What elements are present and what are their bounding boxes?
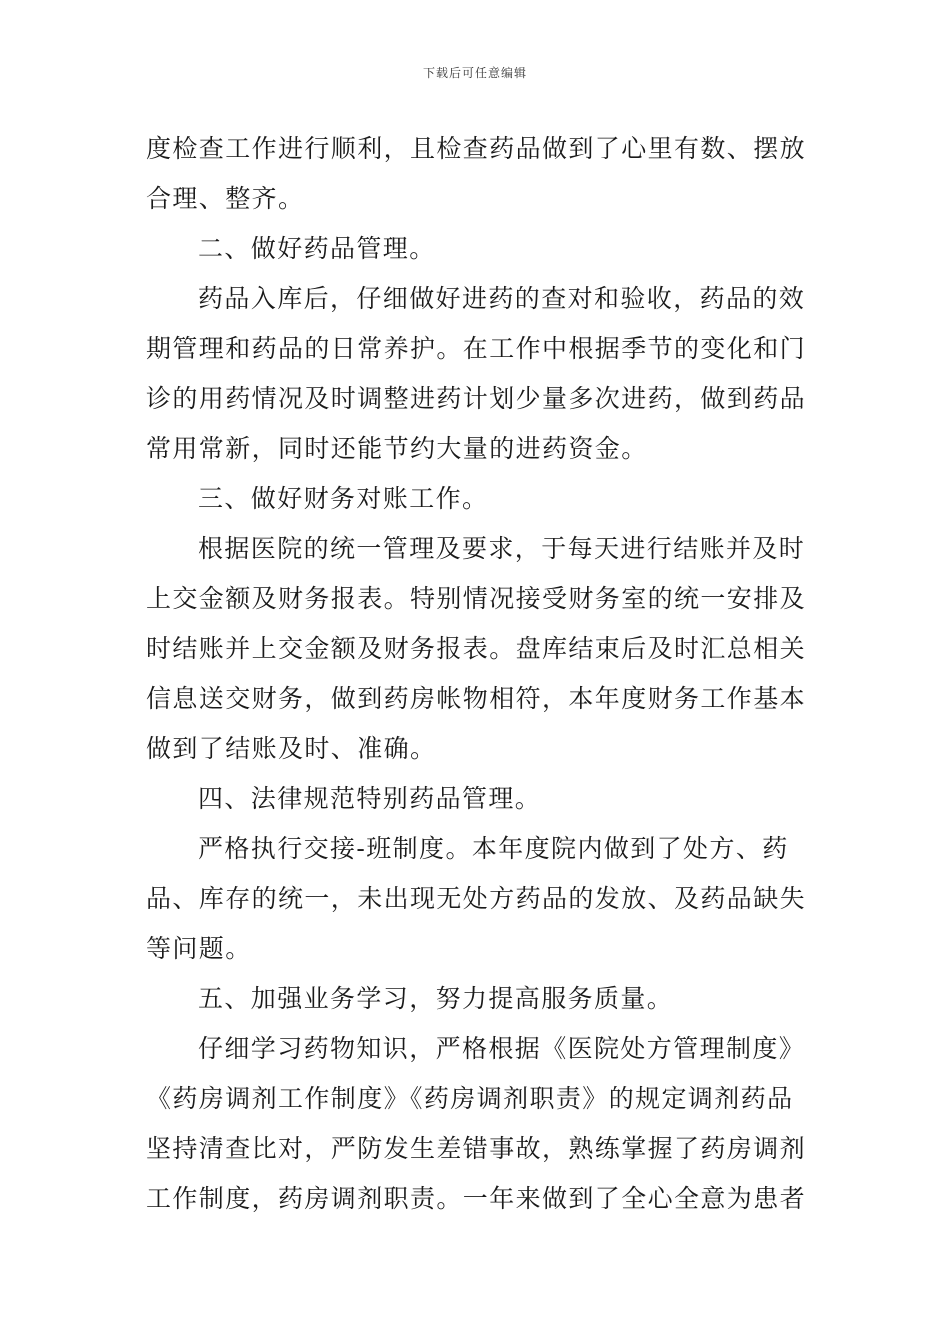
document-body xyxy=(146,124,816,1224)
section-heading-4: 四、法律规范特别药品管理。 xyxy=(198,784,542,813)
section-heading-2: 二、做好药品管理。 xyxy=(198,234,436,263)
page-header: 下载后可任意编辑 xyxy=(422,66,527,80)
paragraph-drug-management: 药品入库后，仔细做好进药的查对和验收，药品的效期管理和药品的日常养护。在工作中根据季节的变化和门诊的用药情况及时调整进药计划少量多次进药，做到药品常用常新，同时还能节约大量的进药资金。 xyxy=(146,284,807,463)
paragraph-special-drugs: 严格执行交接-班制度。本年度院内做到了处方、药品、库存的统一，未出现无处方药品的发放、及药品缺失等问题。 xyxy=(146,834,807,963)
section-heading-3: 三、做好财务对账工作。 xyxy=(198,484,489,513)
paragraph-study: 仔细学习药物知识，严格根据《医院处方管理制度》《药房调剂工作制度》《药房调剂职责》的规定调剂药品坚持清查比对，严防发生差错事故，熟练掌握了药房调剂工作制度，药房调剂职责。一年来做到了全心全意为患者 xyxy=(146,1034,807,1213)
section-heading-5: 五、加强业务学习，努力提高服务质量。 xyxy=(198,984,674,1013)
paragraph-1: 度检查工作进行顺利，且检查药品做到了心里有数、摆放合理、整齐。 xyxy=(146,134,807,213)
paragraph-finance: 根据医院的统一管理及要求，于每天进行结账并及时上交金额及财务报表。特别情况接受财务室的统一安排及时结账并上交金额及财务报表。盘库结束后及时汇总相关信息送交财务，做到药房帐物相符，本年度财务工作基本做到了结账及时、准确。 xyxy=(146,534,807,763)
